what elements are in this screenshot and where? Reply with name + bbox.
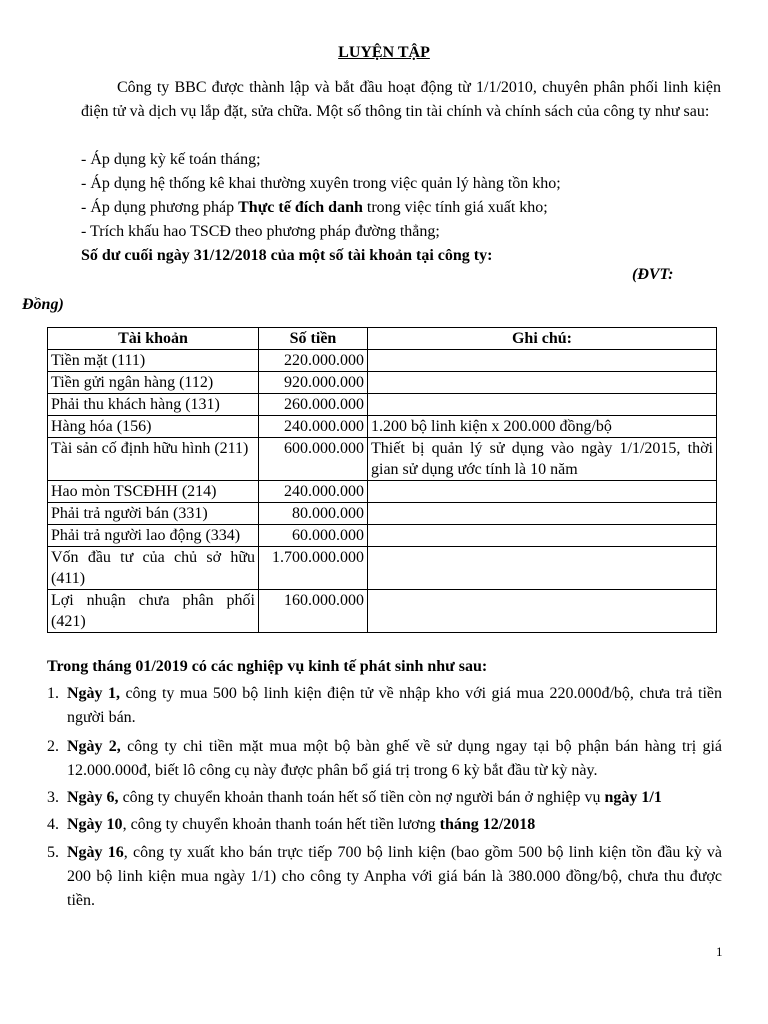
item-day: Ngày 2, [67,738,121,755]
item-text: , công ty chuyển khoản thanh toán hết tiền lương [122,816,440,833]
amount-cell: 80.000.000 [259,503,368,525]
header-account: Tài khoản [48,328,259,350]
account-cell: Hàng hóa (156) [48,416,259,438]
table-row [48,438,717,481]
note-cell [368,350,717,372]
account-cell: Tiền mặt (111) [48,350,259,372]
account-cell: Phải trả người bán (331) [48,503,259,525]
amount-cell: 60.000.000 [259,525,368,547]
table-row [48,590,717,633]
policy-depreciation: - Trích khấu hao TSCĐ theo phương pháp đường thẳng; [81,223,440,240]
policy-costing-suffix: trong việc tính giá xuất kho; [362,199,548,216]
account-cell: Tài sản cố định hữu hình (211) [48,438,259,481]
note-cell [368,503,717,525]
table-row [48,481,717,503]
account-cell: Phải trả người lao động (334) [48,525,259,547]
item-number: 3. [47,789,59,806]
account-cell: Hao mòn TSCĐHH (214) [48,481,259,503]
item-number: 2. [47,738,59,755]
note-cell [368,547,717,590]
item-tail: tháng 12/2018 [439,816,536,833]
table-row [48,350,717,372]
item-text: , công ty xuất kho bán trực tiếp 700 bộ linh kiện (bao gồm 500 bộ linh kiện tồn đầu kỳ và 200 bộ linh kiện mua ngày 1/1) cho công ty Anpha với giá bán là 380.000 đồng/bộ, chưa thu được tiền. [67,844,722,909]
unit-label-part1: (ĐVT: [632,266,674,283]
item-tail: ngày 1/1 [604,789,662,806]
item-day: Ngày 10 [67,816,123,833]
note-cell [368,394,717,416]
item-day: Ngày 6, [67,789,119,806]
header-note: Ghi chú: [368,328,717,350]
amount-cell: 920.000.000 [259,372,368,394]
policy-costing-method [81,196,721,220]
item-text: công ty chuyển khoản thanh toán hết số tiền còn nợ người bán ở nghiệp vụ [118,789,605,806]
page-number: 1 [716,944,723,959]
account-cell: Tiền gửi ngân hàng (112) [48,372,259,394]
table-row [48,547,717,590]
list-item [47,813,722,837]
account-balance-table [47,327,717,633]
table-row [48,503,717,525]
item-number: 4. [47,816,59,833]
amount-cell: 220.000.000 [259,350,368,372]
note-cell: Thiết bị quản lý sử dụng vào ngày 1/1/2015, thời gian sử dụng ước tính là 10 năm [368,438,717,481]
table-row [48,525,717,547]
note-cell [368,525,717,547]
item-day: Ngày 1, [67,685,120,702]
item-text: công ty mua 500 bộ linh kiện điện tử về nhập kho với giá mua 220.000đ/bộ, chưa trả tiền người bán. [67,685,722,726]
amount-cell: 240.000.000 [259,481,368,503]
list-item [47,682,722,730]
amount-cell: 600.000.000 [259,438,368,481]
note-cell [368,372,717,394]
item-day: Ngày 16 [67,844,124,861]
intro-paragraph: Công ty BBC được thành lập và bắt đầu hoạt động từ 1/1/2010, chuyên phân phối linh kiện điện tử và dịch vụ lắp đặt, sửa chữa. Một số thông tin tài chính và chính sách của công ty như sau: [81,79,721,120]
table-row [48,372,717,394]
note-cell [368,481,717,503]
amount-cell: 260.000.000 [259,394,368,416]
item-text: công ty chi tiền mặt mua một bộ bàn ghế về sử dụng ngay tại bộ phận bán hàng trị giá 12.000.000đ, biết lô công cụ này được phân bổ giá trị trong 6 kỳ bắt đầu từ kỳ này. [67,738,722,779]
note-cell: 1.200 bộ linh kiện x 200.000 đồng/bộ [368,416,717,438]
table-row [48,394,717,416]
account-cell: Phải thu khách hàng (131) [48,394,259,416]
table-row [48,416,717,438]
policy-inventory-system: - Áp dụng hệ thống kê khai thường xuyên trong việc quản lý hàng tồn kho; [81,175,561,192]
amount-cell: 240.000.000 [259,416,368,438]
account-cell: Lợi nhuận chưa phân phối (421) [48,590,259,633]
transactions-heading: Trong tháng 01/2019 có các nghiệp vụ kinh tế phát sinh như sau: [47,658,488,675]
note-cell [368,590,717,633]
table-header-row [48,328,717,350]
header-amount: Số tiền [259,328,368,350]
policy-accounting-period: - Áp dụng kỳ kế toán tháng; [81,151,261,168]
policy-costing-method-name: Thực tế đích danh [238,199,363,216]
balance-heading: Số dư cuối ngày 31/12/2018 của một số tài khoản tại công ty: [81,247,493,264]
policy-costing-prefix: - Áp dụng phương pháp [81,199,239,216]
document-title: LUYỆN TẬP [338,44,430,61]
list-item [47,735,722,783]
list-item [47,786,722,810]
item-number: 1. [47,685,59,702]
item-number: 5. [47,844,59,861]
list-item [47,841,722,913]
account-cell: Vốn đầu tư của chủ sở hữu (411) [48,547,259,590]
amount-cell: 160.000.000 [259,590,368,633]
amount-cell: 1.700.000.000 [259,547,368,590]
unit-label-part2: Đồng) [22,296,64,313]
